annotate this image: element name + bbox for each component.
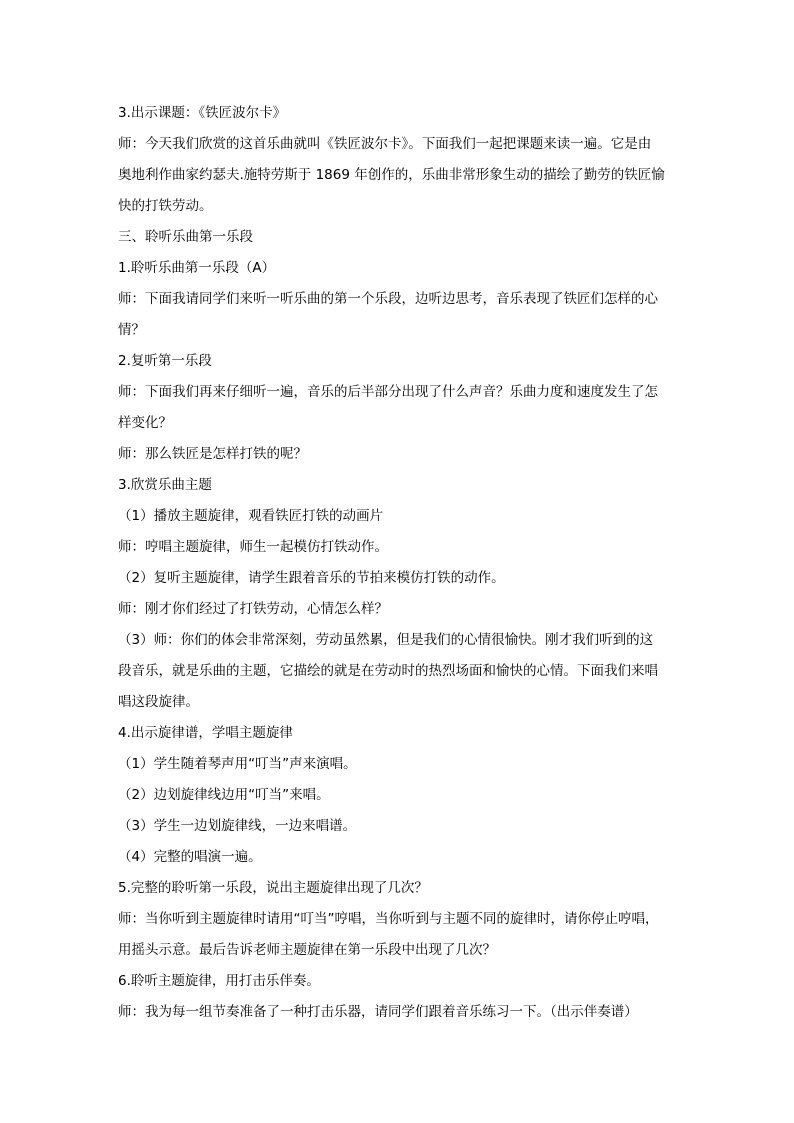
- section-heading: 三、聆听乐曲第一乐段: [118, 229, 253, 245]
- heading-lesson-title: 3.出示课题：《铁匠波尔卡》: [118, 105, 287, 121]
- text-line: 段音乐，就是乐曲的主题，它描绘的就是在劳动时的热烈场面和愉快的心情。下面我们来唱: [118, 663, 658, 679]
- step-heading: 1.聆听乐曲第一乐段（A）: [118, 260, 276, 276]
- text-line: 情？: [118, 322, 145, 338]
- sub-step: （3）师：你们的体会非常深刻，劳动虽然累，但是我们的心情很愉快。刚才我们听到的这: [118, 632, 654, 648]
- step-heading: 4.出示旋律谱，学唱主题旋律: [118, 725, 293, 741]
- step-heading: 2.复听第一乐段: [118, 353, 212, 369]
- text-line: 师：当你听到主题旋律时请用“叮当”哼唱，当你听到与主题不同的旋律时，请你停止哼唱，: [118, 911, 659, 927]
- sub-step: （3）学生一边划旋律线，一边来唱谱。: [118, 818, 357, 834]
- text-line: 师：下面我请同学们来听一听乐曲的第一个乐段，边听边思考，音乐表现了铁匠们怎样的心: [118, 291, 658, 307]
- text-line: 师：刚才你们经过了打铁劳动，心情怎么样？: [118, 601, 388, 617]
- sub-step: （2）边划旋律线边用“叮当”来唱。: [118, 787, 330, 803]
- sub-step: （1）播放主题旋律，观看铁匠打铁的动画片: [118, 508, 384, 524]
- sub-step: （2）复听主题旋律，请学生跟着音乐的节拍来模仿打铁的动作。: [118, 570, 505, 586]
- text-line: 师：我为每一组节奏准备了一种打击乐器，请同学们跟着音乐练习一下。（出示伴奏谱）: [118, 1004, 638, 1020]
- document-body: [118, 98, 678, 1028]
- text-line: 师：下面我们再来仔细听一遍，音乐的后半部分出现了什么声音？乐曲力度和速度发生了怎: [118, 384, 658, 400]
- step-heading: 6.聆听主题旋律，用打击乐伴奏。: [118, 973, 320, 989]
- text-line: 师：哼唱主题旋律，师生一起模仿打铁动作。: [118, 539, 388, 555]
- sub-step: （4）完整的唱演一遍。: [118, 849, 262, 865]
- text-line: 唱这段旋律。: [118, 694, 199, 710]
- step-heading: 3.欣赏乐曲主题: [118, 477, 212, 493]
- step-heading: 5.完整的聆听第一乐段，说出主题旋律出现了几次？: [118, 880, 428, 896]
- text-line: 师：今天我们欣赏的这首乐曲就叫《铁匠波尔卡》。下面我们一起把课题来读一遍。它是由: [118, 136, 652, 152]
- text-line: 快的打铁劳动。: [118, 198, 213, 214]
- text-line: 奥地利作曲家约瑟夫.施特劳斯于 1869 年创作的，乐曲非常形象生动的描绘了勤劳的铁匠愉: [118, 167, 665, 183]
- text-line: 师：那么铁匠是怎样打铁的呢？: [118, 446, 307, 462]
- text-line: 用摇头示意。最后告诉老师主题旋律在第一乐段中出现了几次？: [118, 942, 496, 958]
- sub-step: （1）学生随着琴声用“叮当”声来演唱。: [118, 756, 357, 772]
- text-line: 样变化？: [118, 415, 172, 431]
